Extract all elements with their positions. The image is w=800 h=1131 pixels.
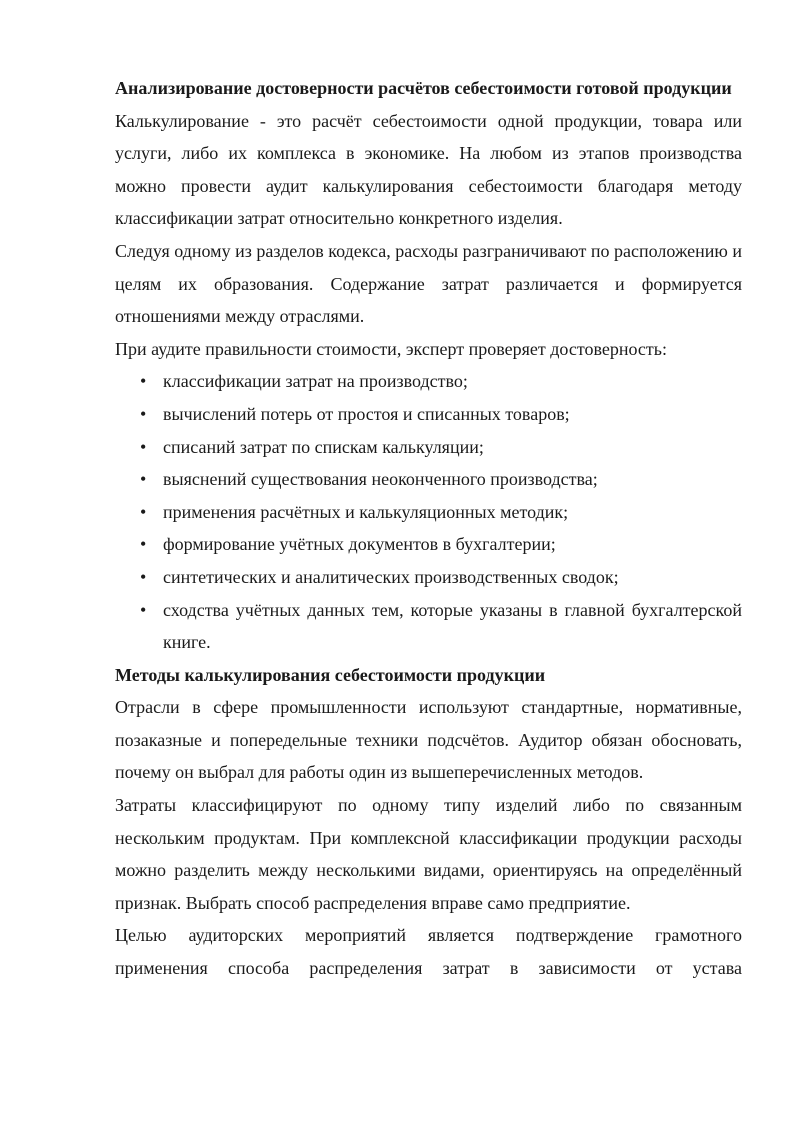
list-item: • вычислений потерь от простоя и списанных товаров; [163,398,742,431]
bullet-icon: • [140,371,147,392]
audit-checklist [115,365,742,658]
bullet-icon: • [140,599,147,620]
list-item: • сходства учётных данных тем, которые указаны в главной бухгалтерской книге. [163,594,742,659]
paragraph-industry-methods: Отрасли в сфере промышленности используют стандартные, нормативные, позаказные и попередельные техники подсчётов. Аудитор обязан обосновать, почему он выбрал для работы один из вышеперечисленных методов. [115,697,742,783]
list-item: • классификации затрат на производство; [163,365,742,398]
bullet-icon: • [140,403,147,424]
section-heading-analysis: Анализирование достоверности расчётов себестоимости готовой продукции [115,78,732,98]
section-heading-methods: Методы калькулирования себестоимости продукции [115,664,546,685]
bullet-icon: • [140,436,147,457]
list-item: • формирование учётных документов в бухгалтерии; [163,528,742,561]
paragraph-cost-classification: Затраты классифицируют по одному типу изделий либо по связанным нескольким продуктам. При комплексной классификации продукции расходы можно разделить между несколькими видами, ориентируясь на определённый признак. Выбрать способ распределения вправе само предприятие. [115,795,742,913]
bullet-icon: • [140,501,147,522]
list-item: • списаний затрат по спискам калькуляции; [163,431,742,464]
paragraph-calculation-definition: Калькулирование - это расчёт себестоимости одной продукции, товара или услуги, либо их комплекса в экономике. На любом из этапов производства можно провести аудит калькулирования себестоимости благодаря методу классификации затрат относительно конкретного изделия. [115,110,742,229]
paragraph-audit-goal: Целью аудиторских мероприятий является подтверждение грамотного применения способа распределения затрат в зависимости от устава [115,925,742,979]
bullet-icon: • [140,566,147,587]
paragraph-code-sections: Следуя одному из разделов кодекса, расходы разграничивают по расположению и целям их образования. Содержание затрат различается и формируется отношениями между отраслями. [115,240,742,327]
list-item: • применения расчётных и калькуляционных методик; [163,496,742,529]
bullet-icon: • [140,534,147,555]
document-page [115,72,742,1017]
list-item: • синтетических и аналитических производственных сводок; [163,561,742,594]
bullet-icon: • [140,469,147,490]
list-item: • выяснений существования неоконченного производства; [163,463,742,496]
paragraph-audit-intro: При аудите правильности стоимости, эксперт проверяет достоверность: [115,338,667,359]
